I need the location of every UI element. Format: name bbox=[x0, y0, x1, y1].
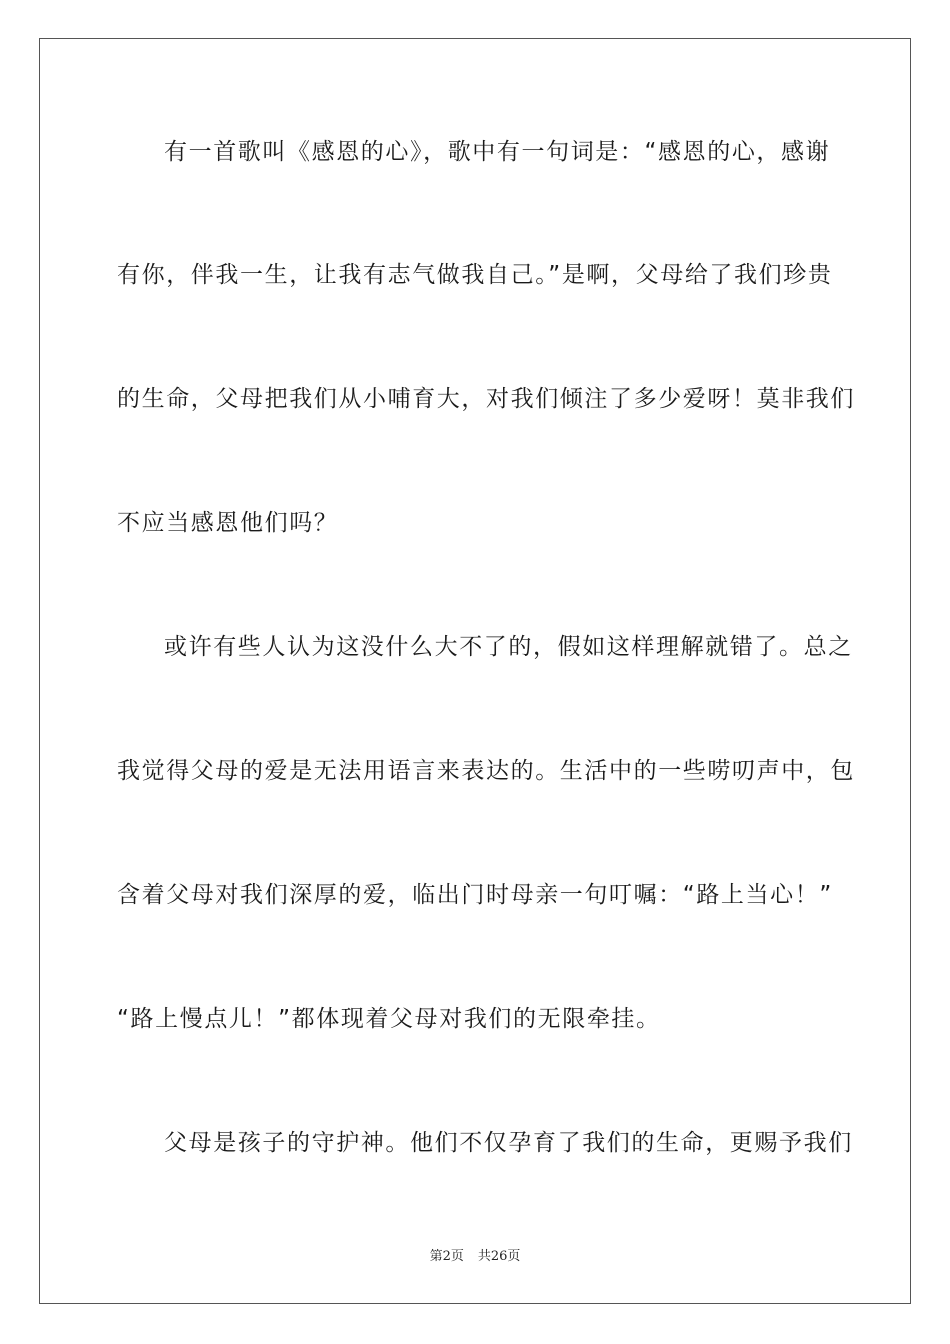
paragraph-2-line-2: 我觉得父母的爱是无法用语言来表达的。生活中的一些唠叨声中，包 bbox=[117, 758, 855, 784]
paragraph-1-line-3: 的生命，父母把我们从小哺育大，对我们倾注了多少爱呀！莫非我们 bbox=[117, 386, 855, 412]
page-footer bbox=[0, 1248, 950, 1266]
paragraph-2-line-4: “路上慢点儿！”都体现着父母对我们的无限牵挂。 bbox=[117, 1006, 661, 1032]
paragraph-2-line-3: 含着父母对我们深厚的爱，临出门时母亲一句叮嘱：“路上当心！” bbox=[117, 882, 833, 908]
paragraph-1-line-2: 有你，伴我一生，让我有志气做我自己。”是啊，父母给了我们珍贵 bbox=[117, 262, 833, 288]
paragraph-2-line-1: 或许有些人认为这没什么大不了的，假如这样理解就错了。总之 bbox=[164, 634, 853, 660]
paragraph-1-line-1: 有一首歌叫《感恩的心》，歌中有一句词是：“感恩的心，感谢 bbox=[164, 139, 831, 165]
page-number: 第2页 bbox=[429, 1249, 464, 1264]
paragraph-1-line-4: 不应当感恩他们吗？ bbox=[117, 510, 339, 536]
page-border bbox=[39, 38, 911, 1304]
paragraph-3-line-1: 父母是孩子的守护神。他们不仅孕育了我们的生命，更赐予我们 bbox=[164, 1130, 853, 1156]
page-total: 共26页 bbox=[477, 1249, 521, 1264]
